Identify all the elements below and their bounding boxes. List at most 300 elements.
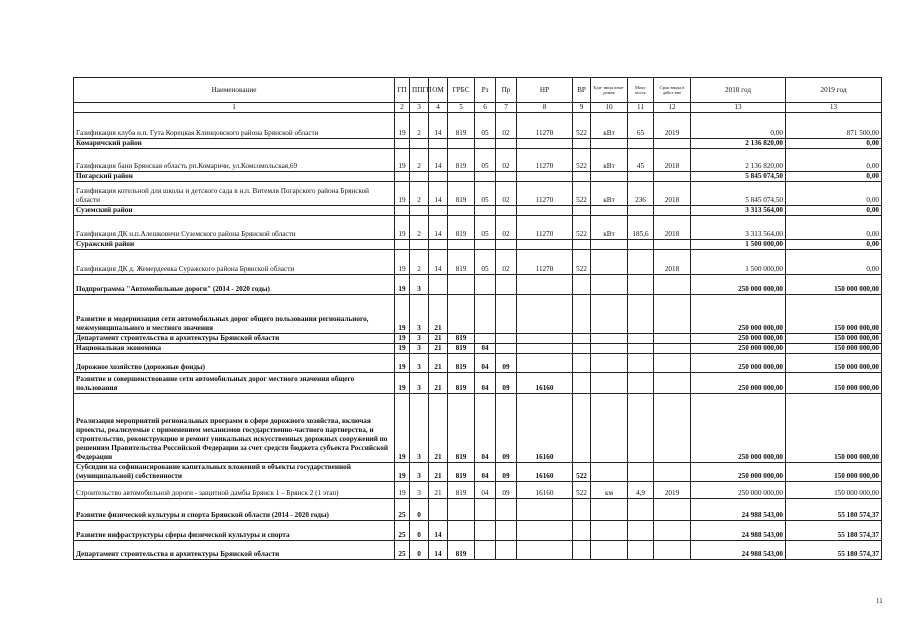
row-grbs: 819	[448, 113, 475, 139]
row-nr	[517, 541, 573, 560]
row-name: Газификация бани Брянская область рп.Комаричи, ул.Комсомольская,69	[74, 149, 395, 172]
row-gp: 19	[395, 295, 410, 334]
row-y2018: 250 000 000,00	[691, 344, 786, 354]
row-name: Подпрограмма "Автомобильные дороги" (2014 - 2020 годы)	[74, 275, 395, 295]
row-name: Суражский район	[74, 240, 395, 250]
row-gp: 19	[395, 334, 410, 344]
row-unit: кВт	[591, 113, 628, 139]
row-y2019: 150 000 000,00	[786, 373, 882, 394]
row-vr	[573, 334, 591, 344]
row-rz: 05	[475, 113, 496, 139]
row-nr: 16160	[517, 394, 573, 463]
row-vr: 522	[573, 463, 591, 482]
row-y2018: 24 988 543,00	[691, 521, 786, 541]
row-y2019: 0,00	[786, 182, 882, 206]
table-row	[74, 521, 882, 541]
row-year	[654, 521, 691, 541]
row-vr	[573, 275, 591, 295]
column-number-row	[74, 103, 882, 113]
row-vr	[573, 373, 591, 394]
row-unit: кВт	[591, 149, 628, 172]
table-row	[74, 373, 882, 394]
table-row	[74, 334, 882, 344]
header-2018: 2018 год	[691, 78, 786, 103]
table-row	[74, 149, 882, 172]
row-y2018: 250 000 000,00	[691, 394, 786, 463]
row-name: Газификация клуба н.п. Гута Корецкая Клинцовского района Брянской области	[74, 113, 395, 139]
row-rz	[475, 240, 496, 250]
row-vr: 522	[573, 250, 591, 275]
row-rz: 04	[475, 344, 496, 354]
row-om	[429, 206, 448, 216]
row-nr	[517, 275, 573, 295]
header-row	[74, 78, 882, 103]
row-ppgp: 2	[410, 182, 429, 206]
row-ppgp: 3	[410, 373, 429, 394]
row-y2018: 3 313 564,00	[691, 216, 786, 240]
row-y2018: 250 000 000,00	[691, 295, 786, 334]
row-om	[429, 240, 448, 250]
row-pr: 02	[496, 250, 517, 275]
row-nr	[517, 139, 573, 149]
row-name: Комаричский район	[74, 139, 395, 149]
row-grbs: 819	[448, 250, 475, 275]
row-y2018: 250 000 000,00	[691, 334, 786, 344]
row-gp	[395, 240, 410, 250]
row-pr: 02	[496, 149, 517, 172]
row-rz	[475, 521, 496, 541]
column-number: 13	[691, 103, 786, 113]
row-rz: 05	[475, 149, 496, 172]
row-rz: 05	[475, 216, 496, 240]
row-power	[628, 463, 654, 482]
row-ppgp: 0	[410, 541, 429, 560]
row-unit	[591, 139, 628, 149]
row-year: 2019	[654, 482, 691, 499]
row-power	[628, 521, 654, 541]
table-row	[74, 499, 882, 521]
row-pr	[496, 172, 517, 182]
row-vr	[573, 344, 591, 354]
row-ppgp	[410, 172, 429, 182]
page-number: 11	[876, 597, 883, 605]
table-row	[74, 344, 882, 354]
row-power	[628, 541, 654, 560]
row-y2018: 2 136 820,00	[691, 149, 786, 172]
row-gp: 19	[395, 113, 410, 139]
row-name: Реализация мероприятий региональных программ в сфере дорожного хозяйства, включая проекты, реализуемые с применением механизмов государственно-частного партнерства, и строительство, реконструкцию и ремонт уникальных искусственных дорожных сооружений по решениям Правительства Российской Федерации за счет средств бюджета субъекта Российской Федерации	[74, 394, 395, 463]
row-y2019: 0,00	[786, 216, 882, 240]
row-y2018: 250 000 000,00	[691, 463, 786, 482]
row-y2019: 150 000 000,00	[786, 354, 882, 373]
row-nr: 16160	[517, 482, 573, 499]
row-y2019: 0,00	[786, 250, 882, 275]
row-om: 14	[429, 541, 448, 560]
row-om	[429, 172, 448, 182]
header-om: ОМ	[429, 78, 448, 103]
row-om: 21	[429, 482, 448, 499]
row-power	[628, 334, 654, 344]
row-power: 45	[628, 149, 654, 172]
row-vr	[573, 521, 591, 541]
row-gp: 19	[395, 394, 410, 463]
row-y2019: 150 000 000,00	[786, 463, 882, 482]
row-grbs: 819	[448, 482, 475, 499]
row-power: 185,6	[628, 216, 654, 240]
row-om: 21	[429, 394, 448, 463]
column-number: 11	[628, 103, 654, 113]
table-row	[74, 250, 882, 275]
row-unit	[591, 250, 628, 275]
row-y2018: 24 988 543,00	[691, 499, 786, 521]
row-year	[654, 354, 691, 373]
row-pr	[496, 344, 517, 354]
row-unit	[591, 541, 628, 560]
row-year	[654, 172, 691, 182]
row-om: 21	[429, 463, 448, 482]
row-rz	[475, 295, 496, 334]
row-y2019: 0,00	[786, 240, 882, 250]
header-2019: 2019 год	[786, 78, 882, 103]
row-vr	[573, 172, 591, 182]
row-gp: 25	[395, 541, 410, 560]
row-pr	[496, 499, 517, 521]
row-ppgp: 3	[410, 275, 429, 295]
row-om: 21	[429, 334, 448, 344]
row-name: Развитие физической культуры и спорта Брянской области (2014 - 2020 годы)	[74, 499, 395, 521]
row-name: Национальная экономика	[74, 344, 395, 354]
row-ppgp: 3	[410, 463, 429, 482]
table-row	[74, 240, 882, 250]
row-rz	[475, 139, 496, 149]
row-unit: км	[591, 482, 628, 499]
row-gp: 19	[395, 182, 410, 206]
row-grbs: 819	[448, 334, 475, 344]
row-unit	[591, 463, 628, 482]
row-vr	[573, 139, 591, 149]
row-power: 4,9	[628, 482, 654, 499]
budget-table	[73, 77, 882, 560]
row-pr: 09	[496, 482, 517, 499]
row-nr: 11270	[517, 216, 573, 240]
row-grbs	[448, 240, 475, 250]
row-nr: 16160	[517, 373, 573, 394]
table-row	[74, 275, 882, 295]
table-row	[74, 394, 882, 463]
row-vr: 522	[573, 113, 591, 139]
row-pr: 02	[496, 182, 517, 206]
row-name: Департамент строительства и архитектуры Брянской области	[74, 334, 395, 344]
row-year	[654, 541, 691, 560]
row-year: 2018	[654, 149, 691, 172]
row-rz: 05	[475, 182, 496, 206]
column-number: 7	[496, 103, 517, 113]
row-nr: 16160	[517, 463, 573, 482]
table-row	[74, 113, 882, 139]
table-row	[74, 172, 882, 182]
table-row	[74, 541, 882, 560]
row-y2018: 3 313 564,00	[691, 206, 786, 216]
row-ppgp: 3	[410, 394, 429, 463]
column-number: 4	[429, 103, 448, 113]
row-grbs	[448, 521, 475, 541]
row-year	[654, 344, 691, 354]
column-number: 1	[74, 103, 395, 113]
row-y2019: 0,00	[786, 172, 882, 182]
row-om: 14	[429, 113, 448, 139]
row-gp: 19	[395, 149, 410, 172]
row-vr: 522	[573, 482, 591, 499]
row-name: Развитие и совершенствование сети автомобильных дорог местного значения общего пользования	[74, 373, 395, 394]
row-gp: 19	[395, 354, 410, 373]
row-grbs	[448, 295, 475, 334]
row-nr	[517, 354, 573, 373]
row-nr	[517, 206, 573, 216]
row-ppgp: 2	[410, 149, 429, 172]
row-rz: 04	[475, 482, 496, 499]
row-vr: 522	[573, 216, 591, 240]
row-year	[654, 240, 691, 250]
row-om	[429, 275, 448, 295]
row-grbs	[448, 275, 475, 295]
row-y2018: 2 136 820,00	[691, 139, 786, 149]
header-rz: Рз	[475, 78, 496, 103]
row-year	[654, 394, 691, 463]
row-pr	[496, 275, 517, 295]
row-rz: 04	[475, 373, 496, 394]
row-unit	[591, 373, 628, 394]
header-year-in: Срок ввода в дейст вие	[659, 85, 685, 95]
row-y2019: 0,00	[786, 206, 882, 216]
column-number: 9	[573, 103, 591, 113]
row-vr	[573, 206, 591, 216]
row-name: Развитие инфраструктуры сферы физической культуры и спорта	[74, 521, 395, 541]
row-y2019: 55 180 574,37	[786, 541, 882, 560]
row-gp	[395, 139, 410, 149]
row-name: Департамент строительства и архитектуры Брянской области	[74, 541, 395, 560]
row-name: Газификация котельной для школы и детского сада в н.п. Витемля Погарского района Брянской области	[74, 182, 395, 206]
row-gp: 19	[395, 275, 410, 295]
header-pr: Пр	[496, 78, 517, 103]
row-unit	[591, 275, 628, 295]
row-y2018: 250 000 000,00	[691, 275, 786, 295]
row-nr: 11270	[517, 113, 573, 139]
row-om	[429, 139, 448, 149]
column-number: 12	[654, 103, 691, 113]
row-grbs	[448, 206, 475, 216]
row-om: 14	[429, 216, 448, 240]
row-pr	[496, 240, 517, 250]
row-power	[628, 373, 654, 394]
row-y2018: 1 500 000,00	[691, 240, 786, 250]
row-y2019: 150 000 000,00	[786, 394, 882, 463]
row-om: 14	[429, 250, 448, 275]
row-ppgp: 3	[410, 334, 429, 344]
row-rz: 04	[475, 463, 496, 482]
header-grbs: ГРБС	[448, 78, 475, 103]
row-gp: 19	[395, 463, 410, 482]
row-vr	[573, 240, 591, 250]
row-y2019: 150 000 000,00	[786, 295, 882, 334]
row-y2019: 55 180 574,37	[786, 521, 882, 541]
column-number: 8	[517, 103, 573, 113]
row-unit	[591, 499, 628, 521]
row-om: 21	[429, 354, 448, 373]
row-name: Газификация ДК н.п.Алешковичи Суземского района Брянской области	[74, 216, 395, 240]
row-y2018: 1 500 000,00	[691, 250, 786, 275]
row-power	[628, 499, 654, 521]
row-gp: 19	[395, 482, 410, 499]
row-pr: 09	[496, 463, 517, 482]
row-pr	[496, 334, 517, 344]
row-grbs: 819	[448, 463, 475, 482]
row-y2019: 0,00	[786, 149, 882, 172]
row-nr: 11270	[517, 250, 573, 275]
row-name: Строительство автомобильной дороги - защитной дамбы Брянск 1 – Брянск 2 (1 этап)	[74, 482, 395, 499]
row-y2019: 150 000 000,00	[786, 482, 882, 499]
row-grbs	[448, 139, 475, 149]
row-power: 65	[628, 113, 654, 139]
row-y2019: 55 180 574,37	[786, 499, 882, 521]
row-vr	[573, 354, 591, 373]
row-name: Субсидии на софинансирование капитальных вложений в объекты государственной (муниципальной) собственности	[74, 463, 395, 482]
row-pr	[496, 541, 517, 560]
row-ppgp: 2	[410, 250, 429, 275]
row-y2019: 150 000 000,00	[786, 344, 882, 354]
row-nr: 11270	[517, 149, 573, 172]
row-pr: 09	[496, 373, 517, 394]
row-grbs	[448, 172, 475, 182]
row-y2018: 250 000 000,00	[691, 373, 786, 394]
row-ppgp: 0	[410, 521, 429, 541]
row-grbs	[448, 499, 475, 521]
table-row	[74, 354, 882, 373]
row-ppgp: 2	[410, 113, 429, 139]
row-om: 14	[429, 521, 448, 541]
row-grbs: 819	[448, 149, 475, 172]
row-unit: кВт	[591, 216, 628, 240]
row-name: Газификация ДК д. Жемердеевка Суражского района Брянской области	[74, 250, 395, 275]
row-unit	[591, 334, 628, 344]
row-nr	[517, 172, 573, 182]
row-year	[654, 206, 691, 216]
row-nr: 11270	[517, 182, 573, 206]
row-gp: 19	[395, 250, 410, 275]
row-y2019: 150 000 000,00	[786, 275, 882, 295]
header-power: Мощ- ность	[634, 85, 647, 95]
row-rz	[475, 172, 496, 182]
row-om: 14	[429, 149, 448, 172]
row-grbs: 819	[448, 373, 475, 394]
row-unit	[591, 172, 628, 182]
row-pr: 02	[496, 113, 517, 139]
table-row	[74, 139, 882, 149]
row-year: 2018	[654, 216, 691, 240]
row-rz	[475, 334, 496, 344]
row-power	[628, 250, 654, 275]
row-nr	[517, 240, 573, 250]
row-vr	[573, 541, 591, 560]
row-nr	[517, 499, 573, 521]
row-year: 2018	[654, 182, 691, 206]
row-power	[628, 139, 654, 149]
row-y2019: 150 000 000,00	[786, 334, 882, 344]
row-grbs: 819	[448, 354, 475, 373]
row-om: 21	[429, 373, 448, 394]
row-om: 21	[429, 344, 448, 354]
row-pr	[496, 295, 517, 334]
row-power	[628, 172, 654, 182]
row-year	[654, 275, 691, 295]
row-year	[654, 295, 691, 334]
row-pr: 09	[496, 394, 517, 463]
row-rz	[475, 499, 496, 521]
row-unit	[591, 394, 628, 463]
row-vr	[573, 394, 591, 463]
row-unit	[591, 206, 628, 216]
column-number: 5	[448, 103, 475, 113]
header-vr: ВР	[573, 78, 591, 103]
row-power: 236	[628, 182, 654, 206]
row-rz	[475, 275, 496, 295]
row-rz	[475, 541, 496, 560]
row-rz: 04	[475, 394, 496, 463]
table-body	[74, 113, 882, 560]
row-pr	[496, 521, 517, 541]
header-ppgp: ППГП	[410, 78, 429, 103]
row-power	[628, 275, 654, 295]
row-power	[628, 295, 654, 334]
row-year	[654, 334, 691, 344]
row-pr	[496, 206, 517, 216]
row-ppgp	[410, 240, 429, 250]
row-unit	[591, 354, 628, 373]
row-year	[654, 139, 691, 149]
row-gp: 19	[395, 373, 410, 394]
row-pr: 02	[496, 216, 517, 240]
row-rz	[475, 206, 496, 216]
column-number: 10	[591, 103, 628, 113]
row-year: 2019	[654, 113, 691, 139]
row-unit: кВт	[591, 182, 628, 206]
row-vr: 522	[573, 149, 591, 172]
table-row	[74, 182, 882, 206]
row-grbs: 819	[448, 394, 475, 463]
row-ppgp: 3	[410, 295, 429, 334]
row-ppgp: 3	[410, 344, 429, 354]
table-row	[74, 216, 882, 240]
row-power	[628, 206, 654, 216]
table-row	[74, 482, 882, 499]
row-power	[628, 354, 654, 373]
table-row	[74, 463, 882, 482]
row-grbs: 819	[448, 344, 475, 354]
row-year	[654, 499, 691, 521]
row-grbs: 819	[448, 182, 475, 206]
row-gp: 19	[395, 216, 410, 240]
row-grbs: 819	[448, 541, 475, 560]
column-number: 13	[786, 103, 882, 113]
row-name: Развитие и модернизация сети автомобильных дорог общего пользования регионального, межмуниципального и местного значения	[74, 295, 395, 334]
row-y2019: 0,00	[786, 139, 882, 149]
row-ppgp	[410, 139, 429, 149]
row-name: Погарский район	[74, 172, 395, 182]
row-y2018: 24 988 543,00	[691, 541, 786, 560]
row-gp	[395, 172, 410, 182]
row-y2018: 5 845 074,50	[691, 182, 786, 206]
row-vr: 522	[573, 182, 591, 206]
row-nr	[517, 295, 573, 334]
